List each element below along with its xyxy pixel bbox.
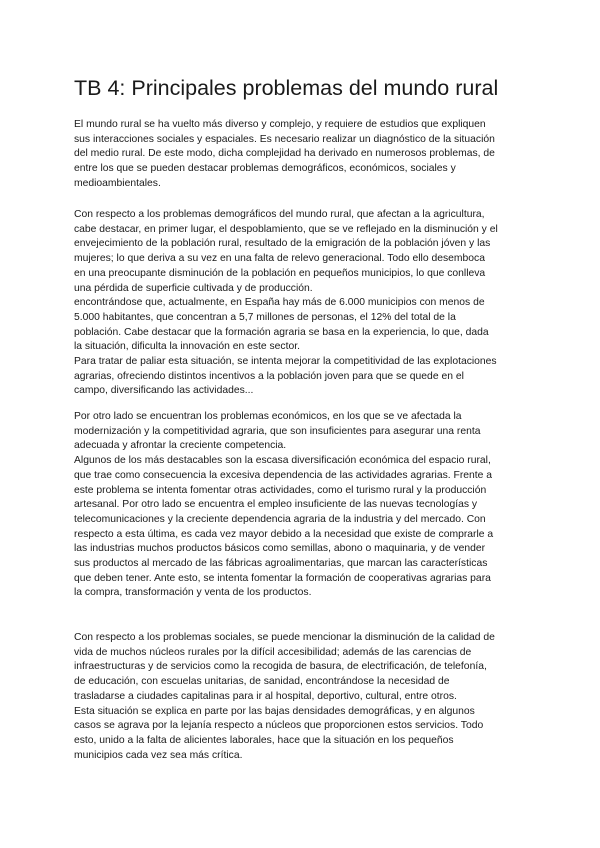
text-line: la compra, transformación y venta de los productos.: [74, 587, 312, 599]
text-line: adecuada y afrontar la creciente competencia.: [74, 440, 287, 452]
text-line: campo, diversificando las actividades...: [74, 385, 254, 397]
text-line: artesanal. Por otro lado se encuentra el empleo insuficiente de las nuevas tecnologías y: [74, 499, 478, 511]
text-line: de educación, con escuelas unitarias, de sanidad, encontrándose la necesidad de: [74, 676, 450, 688]
text-line: modernización y la competitividad agraria, que son insuficientes para asegurar una renta: [74, 425, 481, 437]
text-line: Con respecto a los problemas sociales, se puede mencionar la disminución de la calidad de: [74, 632, 495, 643]
text-line: El mundo rural se ha vuelto más diverso y complejo, y requiere de estudios que expliquen: [74, 119, 486, 130]
text-line: envejecimiento de la población rural, resultado de la emigración de la población jóven y las: [74, 238, 491, 250]
text-line: Por otro lado se encuentran los problemas económicos, en los que se ve afectada la: [74, 411, 462, 422]
text-line: la situación, dificulta la innovación en este sector.: [74, 341, 300, 353]
text-line: esto, unido a la falta de alicientes laborales, hace que la situación en los pequeños: [74, 734, 454, 746]
text-line: 5.000 habitantes, que concentran a 5,7 millones de personas, el 12% del total de la: [74, 311, 456, 323]
text-line: Para tratar de paliar esta situación, se intenta mejorar la competitividad de las explotaciones: [74, 356, 497, 368]
text-line: que deben tener. Ante esto, se intenta fomentar la formación de cooperativas agrarias para: [74, 572, 491, 584]
paragraph-intro: [74, 118, 534, 192]
paragraph-social: [74, 631, 534, 763]
text-line: este problema se intenta fomentar otras actividades, como el turismo rural y la producción: [74, 484, 487, 496]
text-line: medioambientales.: [74, 177, 161, 189]
text-line: una pérdida de superficie cultivada y de producción.: [74, 282, 313, 294]
text-line: Algunos de los más destacables son la escasa diversificación económica del espacio rural,: [74, 455, 491, 467]
text-line: sus interacciones sociales y espaciales. Es necesario realizar un diagnóstico de la situación: [74, 133, 495, 145]
text-line: casos se agrava por la lejanía respecto a núcleos que proporcionen estos servicios. Todo: [74, 720, 484, 732]
text-line: respecto a esta última, es cada vez mayor debido a la necesidad que existe de comprarle a: [74, 528, 494, 540]
text-line: agrarias, ofreciendo distintos incentivos a la población joven para que se quede en el: [74, 370, 464, 382]
text-line: las industrias muchos productos básicos como semillas, abono o maquinaria, y de vender: [74, 543, 486, 555]
text-line: cabe destacar, en primer lugar, el despoblamiento, que se ve reflejado en la disminución y el: [74, 223, 498, 235]
text-line: infraestructuras y de servicios como la recogida de basura, de electrificación, de telefonía,: [74, 661, 487, 673]
text-line: sus productos al mercado de las fábricas agroalimentarias, que marcan las características: [74, 558, 488, 570]
page-title: TB 4: Principales problemas del mundo rural: [74, 76, 499, 100]
text-line: telecomunicaciones y la creciente dependencia agraria de la industria y del mercado. Con: [74, 513, 486, 525]
paragraph-economic: [74, 410, 534, 601]
text-line: población. Cabe destacar que la formación agraria se basa en la experiencia, lo que, dada: [74, 326, 489, 338]
text-line: municipios cada vez sea más crítica.: [74, 749, 243, 761]
text-line: Con respecto a los problemas demográficos del mundo rural, que afectan a la agricultura,: [74, 209, 485, 220]
text-line: encontrándose que, actualmente, en España hay más de 6.000 municipios con menos de: [74, 297, 485, 309]
text-line: del medio rural. De este modo, dicha complejidad ha derivado en numerosos problemas, de: [74, 148, 495, 160]
text-line: vida de muchos núcleos rurales por la difícil accesibilidad; además de las carencias de: [74, 646, 472, 658]
text-line: Esta situación se explica en parte por las bajas densidades demográficas, y en algunos: [74, 705, 475, 717]
paragraph-demographic: [74, 208, 534, 399]
text-line: en una preocupante disminución de la población en pequeños municipios, lo que conlleva: [74, 267, 486, 279]
text-line: entre los que se pueden destacar problemas demográficos, económicos, sociales y: [74, 163, 456, 175]
text-line: mujeres; lo que deriva a su vez en una falta de relevo generacional. Todo ello desemboca: [74, 253, 485, 265]
text-line: que trae como consecuencia la excesiva dependencia de las actividades agrarias. Frente a: [74, 469, 493, 481]
text-line: trasladarse a ciudades capitalinas para ir al hospital, deportivo, cultural, entre otros.: [74, 690, 457, 702]
